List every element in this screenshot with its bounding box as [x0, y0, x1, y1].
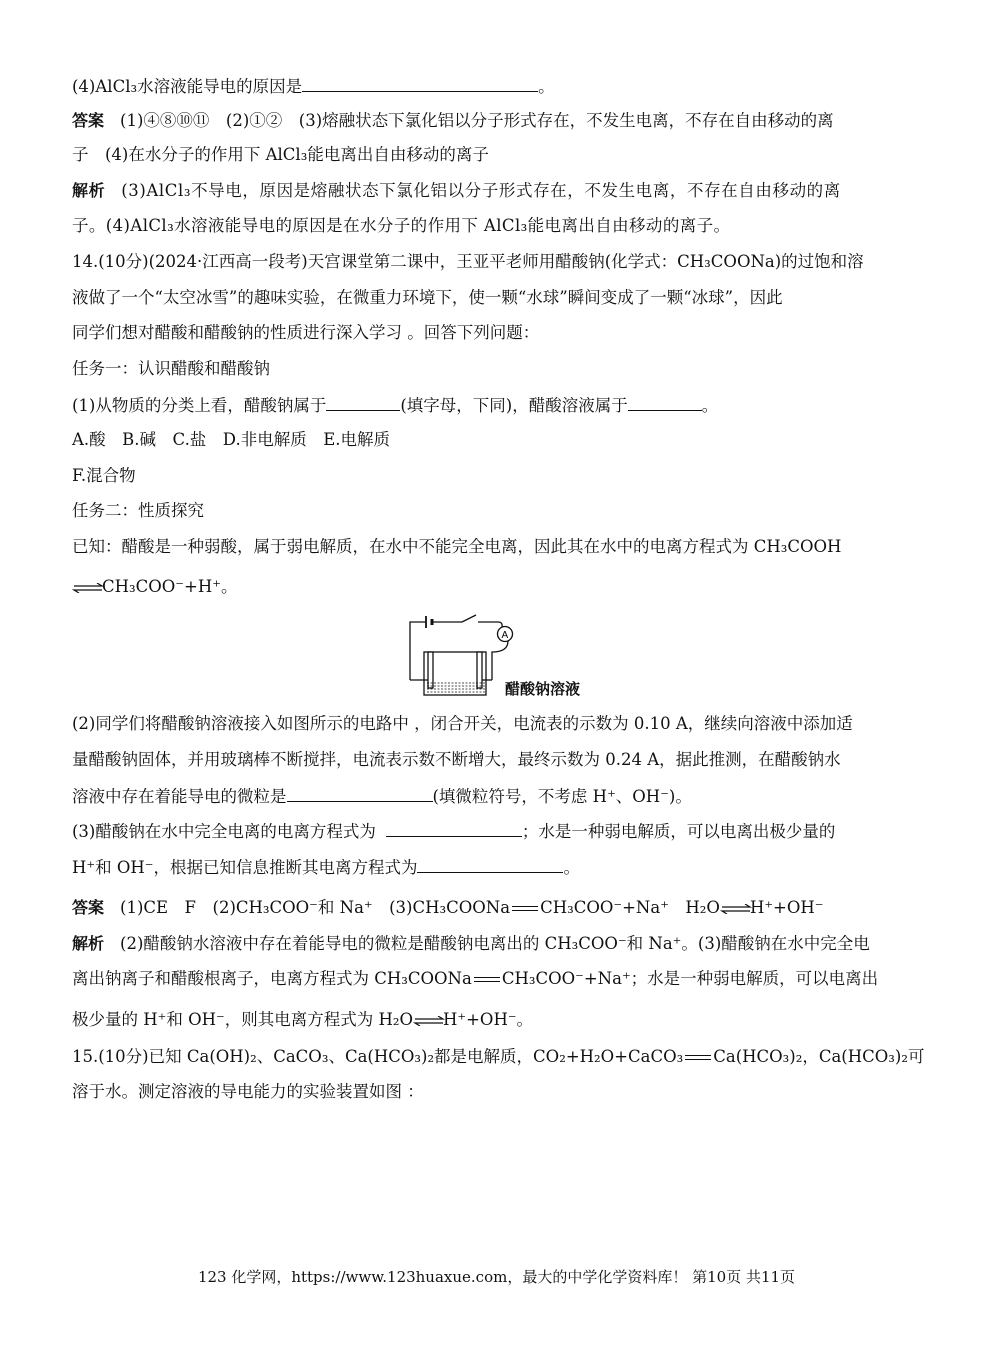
q14-line-1: 14.(10分)(2024·江西高一段考)天宫课堂第二课中，王亚平老师用醋酸钠(化学式：CH₃COONa)的过饱和溶 — [72, 252, 864, 271]
ammeter-symbol: A — [501, 630, 509, 641]
q14-part3-line-1: (3)醋酸钠在水中完全电离的电离方程式为 ；水是一种弱电解质，可以电离出极少量的 — [72, 819, 922, 844]
analysis-line-1: 解析 (3)AlCl₃不导电，原因是熔融状态下氯化铝以分子形式存在，不发生电离，不存在自由移动的离 — [72, 181, 841, 200]
diagram-label: 醋酸钠溶液 — [505, 680, 581, 698]
options-line-2: F.混合物 — [72, 466, 136, 485]
reversible-arrow-icon — [72, 583, 102, 593]
known-line-2: CH₃COO⁻+H⁺。 — [72, 575, 922, 599]
answer-label: 答案 — [72, 111, 105, 130]
answer-line-1: 答案 (1)④⑧⑩⑪ (2)①② (3)熔融状态下氯化铝以分子形式存在，不发生电离，不存在自由移动的离 — [72, 111, 834, 130]
blank-water-ionization[interactable] — [417, 855, 563, 873]
q14-part1: (1)从物质的分类上看，醋酸钠属于 (填字母，下同)，醋酸溶液属于 。 — [72, 393, 922, 418]
answer-label-14: 答案 — [72, 898, 105, 917]
blank-ionization-equation[interactable] — [386, 819, 522, 837]
line-q4: (4)AlCl₃水溶液能导电的原因是 。 — [72, 74, 922, 99]
analysis-14-line-2: 离出钠离子和醋酸根离子，电离方程式为 CH₃COONa CH₃COO⁻+Na⁺；水是一种弱电解质，可以电离出 — [72, 969, 879, 988]
blank-acetic-acid-solution[interactable] — [628, 393, 702, 411]
answer-blank[interactable] — [302, 74, 538, 92]
blank-conductive-particles[interactable] — [287, 784, 433, 802]
equals-sign-icon — [683, 1054, 713, 1062]
q14-line-2: 液做了一个“太空冰雪”的趣味实验，在微重力环境下，使一颗“水球”瞬间变成了一颗“冰球”，因此 — [72, 288, 783, 307]
task-one-heading: 任务一：认识醋酸和醋酸钠 — [72, 359, 270, 378]
q14-line-3: 同学们想对醋酸和醋酸钠的性质进行深入学习 。回答下列问题： — [72, 323, 540, 342]
analysis-label: 解析 — [72, 181, 106, 200]
q14-part3-line-2: H⁺和 OH⁻，根据已知信息推断其电离方程式为 。 — [72, 855, 922, 880]
q14-part2-line-3: 溶液中存在着能导电的微粒是 (填微粒符号，不考虑 H⁺、OH⁻)。 — [72, 784, 922, 809]
answer-line-2: 子 (4)在水分子的作用下 AlCl₃能电离出自由移动的离子 — [72, 145, 489, 164]
answer-14: 答案 (1)CE F (2)CH₃COO⁻和 Na⁺ (3)CH₃COONa CH₃COO⁻+Na⁺ H₂O H⁺+OH⁻ — [72, 898, 824, 917]
options-line-1: A.酸 B.碱 C.盐 D.非电解质 E.电解质 — [72, 430, 390, 449]
q15-line-1: 15.(10分)已知 Ca(OH)₂、CaCO₃、Ca(HCO₃)₂都是电解质，CO₂+H₂O+CaCO₃ Ca(HCO₃)₂，Ca(HCO₃)₂可 — [72, 1047, 925, 1066]
q15-line-2: 溶于水。测定溶液的导电能力的实验装置如图 ： — [72, 1082, 424, 1101]
analysis-14-line-3: 极少量的 H⁺和 OH⁻，则其电离方程式为 H₂O H⁺+OH⁻。 — [72, 1010, 534, 1029]
known-line-1: 已知：醋酸是一种弱酸，属于弱电解质，在水中不能完全电离，因此其在水中的电离方程式为 CH₃COOH — [72, 537, 842, 556]
analysis-label-14: 解析 — [72, 934, 105, 953]
reversible-arrow-icon — [413, 1016, 443, 1026]
q14-part2-line-2: 量醋酸钠固体，并用玻璃棒不断搅拌，电流表示数不断增大，最终示数为 0.24 A，据此推测，在醋酸钠水 — [72, 750, 841, 769]
equals-sign-icon — [472, 976, 502, 984]
blank-sodium-acetate[interactable] — [326, 393, 400, 411]
analysis-14-line-1: 解析 (2)醋酸钠水溶液中存在着能导电的微粒是醋酸钠电离出的 CH₃COO⁻和 Na⁺。(3)醋酸钠在水中完全电 — [72, 934, 870, 953]
analysis-line-2: 子。(4)AlCl₃水溶液能导电的原因是在水分子的作用下 AlCl₃能电离出自由移动的离子。 — [72, 216, 731, 235]
q14-part2-line-1: (2)同学们将醋酸钠溶液接入如图所示的电路中 ，闭合开关，电流表的示数为 0.10 A，继续向溶液中添加适 — [72, 714, 853, 733]
task-two-heading: 任务二：性质探究 — [72, 501, 204, 520]
page-footer: 123 化学网，https://www.123huaxue.com，最大的中学化学资料库！ 第10页 共11页 — [197, 1268, 796, 1286]
reversible-arrow-icon — [720, 904, 750, 914]
equals-sign-icon — [510, 905, 540, 913]
